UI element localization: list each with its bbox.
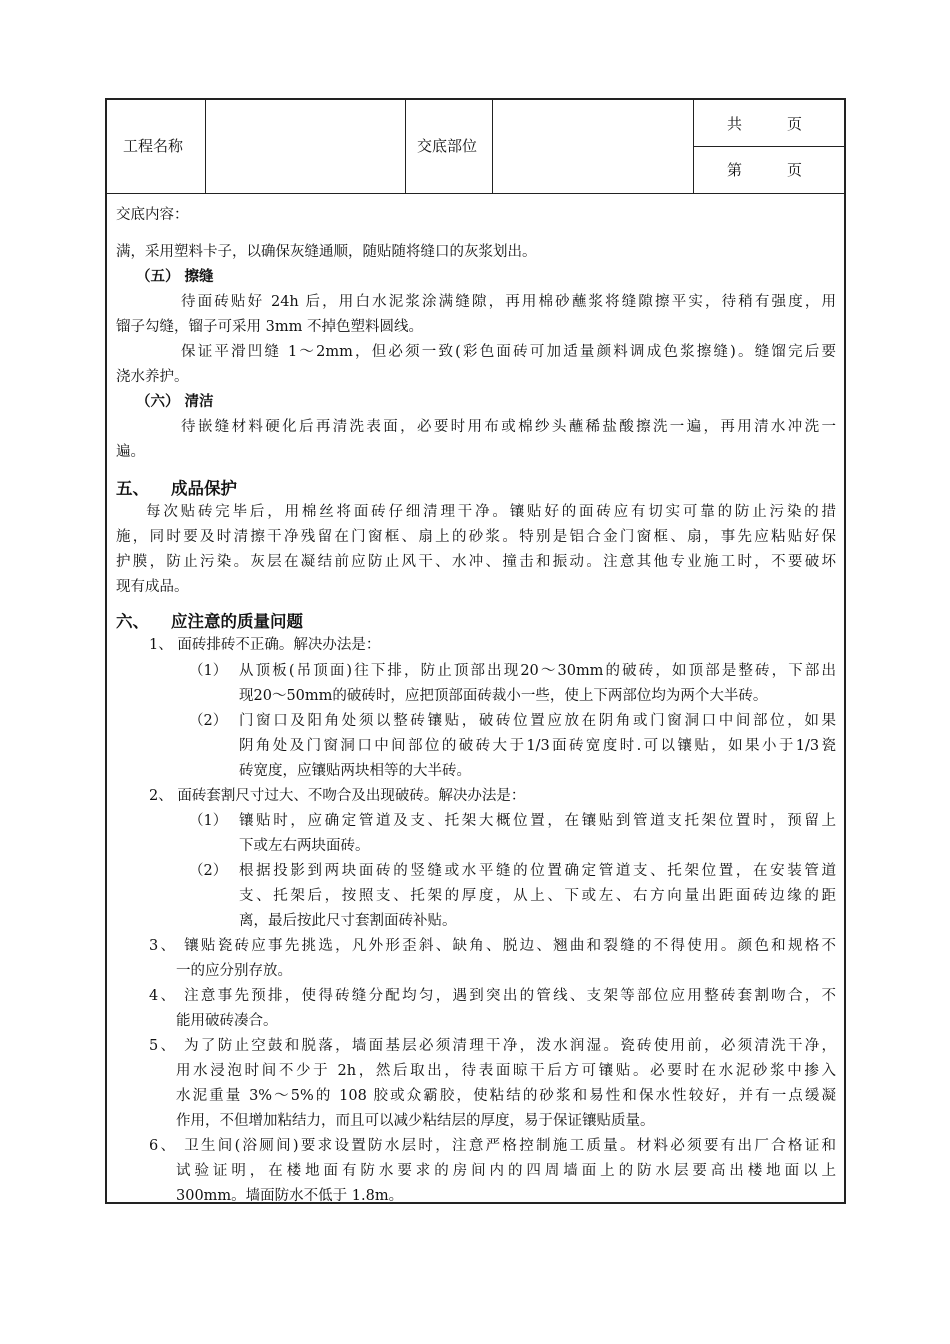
- paragraph-line: 浇水养护。: [116, 369, 189, 385]
- paragraph-line: 下或左右两块面砖。: [239, 838, 370, 854]
- divider: [492, 100, 493, 193]
- part-number: 五、: [116, 479, 149, 498]
- list-item: 4、 注意事先预排，使得砖缝分配均匀，遇到突出的管线、支架等部位应用整砖套割吻合，不: [149, 988, 836, 1004]
- list-number: （2）: [189, 863, 228, 879]
- paragraph-line: 根据投影到两块面砖的竖缝或水平缝的位置确定管道支、托架位置，在安装管道: [239, 863, 836, 879]
- paragraph-line: 待面砖贴好 24h 后，用白水泥浆涂满缝隙，再用棉砂蘸浆将缝隙擦平实，待稍有强度，用: [181, 294, 836, 310]
- part-heading: 成品保护: [171, 479, 237, 498]
- paragraph-line: 满，采用塑料卡子，以确保灰缝通顺，随贴随将缝口的灰浆划出。: [116, 244, 537, 260]
- divider: [693, 146, 844, 147]
- form-header: [107, 100, 844, 194]
- paragraph-line: 离，最后按此尺寸套割面砖补贴。: [239, 913, 457, 929]
- paragraph-line: 镏子勾缝，镏子可采用 3mm 不掉色塑料圆线。: [116, 319, 423, 335]
- list-item: 5、 为了防止空鼓和脱落，墙面基层必须清理干净，泼水润湿。瓷砖使用前，必须清洗干净，: [149, 1038, 836, 1054]
- total-pages: 共 页: [727, 115, 803, 133]
- paragraph-line: 镶贴时，应确定管道及支、托架大概位置，在镶贴到管道支托架位置时，预留上: [239, 813, 836, 829]
- paragraph-line: 每次贴砖完毕后，用棉丝将面砖仔细清理干净。镶贴好的面砖应有切实可靠的防止污染的措: [146, 504, 836, 520]
- paragraph-line: 现有成品。: [116, 579, 189, 595]
- paragraph-line: 试验证明，在楼地面有防水要求的房间内的四周墙面上的防水层要高出楼地面以上: [176, 1163, 836, 1179]
- list-number: （1）: [189, 813, 228, 829]
- paragraph-line: 从顶板(吊顶面)往下排，防止顶部出现20～30mm的破砖，如顶部是整砖，下部出: [239, 663, 836, 679]
- paragraph-line: 施，同时要及时清擦干净残留在门窗框、扇上的砂浆。特别是铝合金门窗框、扇，事先应粘贴好保: [116, 529, 836, 545]
- paragraph-line: 遍。: [116, 444, 145, 460]
- paragraph-line: 作用，不但增加粘结力，而且可以减少粘结层的厚度，易于保证镶贴质量。: [176, 1113, 655, 1129]
- list-item: 3、 镶贴瓷砖应事先挑选，凡外形歪斜、缺角、脱边、翘曲和裂缝的不得使用。颜色和规格不: [149, 938, 836, 954]
- paragraph-line: 待嵌缝材料硬化后再清洗表面，必要时用布或棉纱头蘸稀盐酸擦洗一遍，再用清水冲洗一: [181, 419, 836, 435]
- paragraph-line: 门窗口及阳角处须以整砖镶贴，破砖位置应放在阴角或门窗洞口中间部位，如果: [239, 713, 836, 729]
- paragraph-line: 一的应分别存放。: [176, 963, 292, 979]
- list-item: 1、 面砖排砖不正确。解决办法是：: [149, 637, 381, 653]
- section-heading: （六） 清洁: [136, 394, 214, 410]
- list-item: 6、 卫生间(浴厕间)要求设置防水层时，注意严格控制施工质量。材料必须要有出厂合格证和: [149, 1138, 836, 1154]
- paragraph-line: 保证平滑凹缝 1～2mm，但必须一致(彩色面砖可加适量颜料调成色浆擦缝)。缝馏完后要: [181, 344, 836, 360]
- part-heading: 应注意的质量问题: [171, 612, 303, 631]
- paragraph-line: 能用破砖凑合。: [176, 1013, 278, 1029]
- location-label: 交底部位: [417, 137, 478, 155]
- paragraph-line: 支、托架后，按照支、托架的厚度，从上、下或左、右方向量出距面砖边缘的距: [239, 888, 836, 904]
- project-name-label: 工程名称: [123, 137, 184, 155]
- paragraph-line: 现20～50mm的破砖时，应把顶部面砖裁小一些，使上下两部位均为两个大半砖。: [239, 688, 768, 704]
- list-item: 2、 面砖套割尺寸过大、不吻合及出现破砖。解决办法是：: [149, 788, 526, 804]
- part-number: 六、: [116, 612, 149, 631]
- list-number: （2）: [189, 713, 228, 729]
- divider: [205, 100, 206, 193]
- section-heading: （五） 擦缝: [136, 269, 214, 285]
- paragraph-line: 护膜，防止污染。灰层在凝结前应防止风干、水冲、撞击和振动。注意其他专业施工时，不要破坏: [116, 554, 836, 570]
- list-number: （1）: [189, 663, 228, 679]
- paragraph-line: 砖宽度，应镶贴两块相等的大半砖。: [239, 763, 471, 779]
- paragraph-line: 用水浸泡时间不少于 2h，然后取出，待表面晾干后方可镶贴。必要时在水泥砂浆中掺入: [176, 1063, 836, 1079]
- page-number: 第 页: [727, 161, 803, 179]
- paragraph-line: 阴角处及门窗洞口中间部位的破砖大于1/3面砖宽度时.可以镶贴，如果小于1/3瓷: [239, 738, 836, 754]
- content-label: 交底内容：: [116, 207, 189, 223]
- paragraph-line: 水泥重量 3%～5%的 108 胶或众霸胶，使粘结的砂浆和易性和保水性较好，并有一点缓凝: [176, 1088, 836, 1104]
- divider: [405, 100, 406, 193]
- paragraph-line: 300mm。墙面防水不低于 1.8m。: [176, 1188, 404, 1204]
